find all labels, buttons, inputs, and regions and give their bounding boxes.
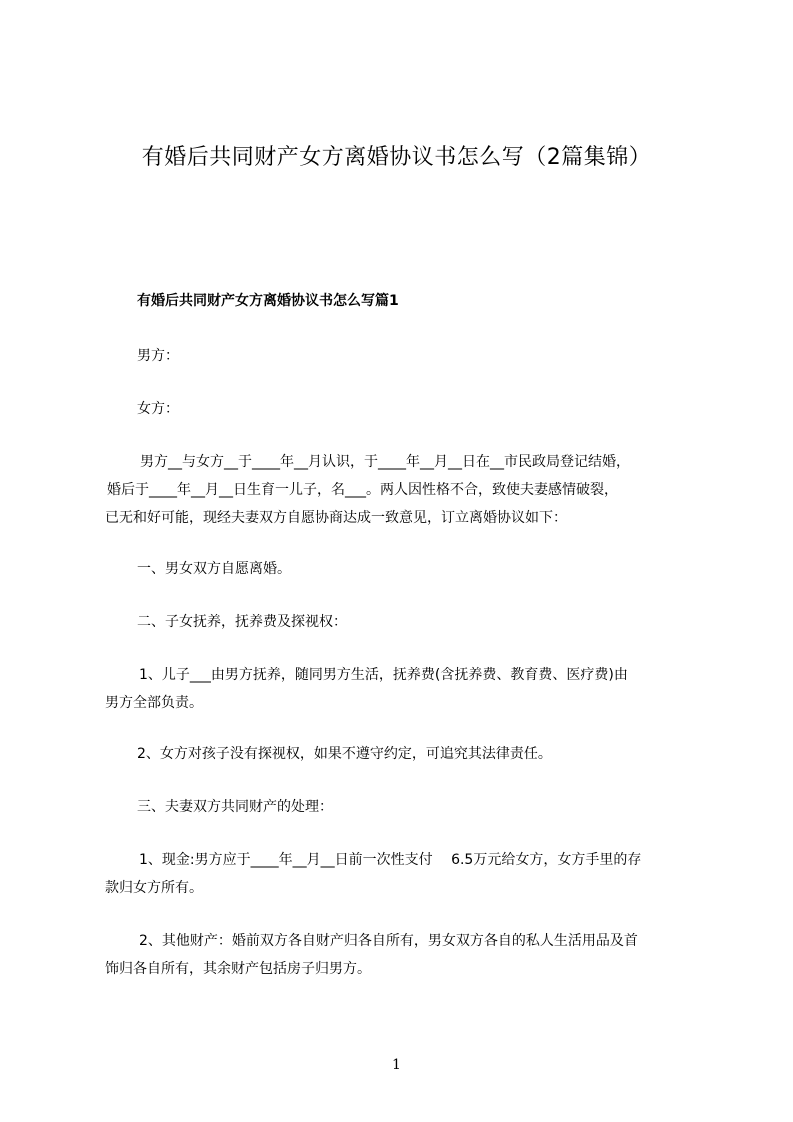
section-heading: 有婚后共同财产女方离婚协议书怎么写篇1 (137, 293, 399, 309)
clause-2-item-2: 2、女方对孩子没有探视权，如果不遵守约定，可追究其法律责任。 (137, 746, 552, 762)
intro-line-2: 婚后于____年__月__日生育一儿子，名___。两人因性格不合，致使夫妻感情破裂， (107, 482, 618, 498)
clause-3-item-1-line-2: 款归女方所有。 (105, 880, 203, 896)
clause-3-item-2-line-2: 饰归各自所有，其余财产包括房子归男方。 (105, 961, 371, 977)
clause-3: 三、夫妻双方共同财产的处理： (137, 799, 333, 815)
clause-3-item-1-line-1: 1、现金:男方应于____年__月__日前一次性支付 6.5万元给女方，女方手里的存 (139, 852, 642, 868)
husband-label: 男方： (137, 348, 179, 364)
clause-2-item-1-line-2: 男方全部负责。 (105, 695, 203, 711)
clause-2: 二、子女抚养，抚养费及探视权： (137, 614, 347, 630)
intro-line-1: 男方__与女方__于____年__月认识，于____年__月__日在__市民政局登记结婚， (140, 454, 630, 470)
page-number: 1 (392, 1057, 401, 1073)
clause-3-item-2-line-1: 2、其他财产：婚前双方各自财产归各自所有，男女双方各自的私人生活用品及首 (139, 933, 638, 949)
intro-line-3: 已无和好可能，现经夫妻双方自愿协商达成一致意见，订立离婚协议如下： (105, 510, 567, 526)
wife-label: 女方： (137, 401, 179, 417)
document-title: 有婚后共同财产女方离婚协议书怎么写（2篇集锦） (141, 145, 652, 170)
clause-1: 一、男女双方自愿离婚。 (137, 561, 291, 577)
clause-2-item-1-line-1: 1、儿子___由男方抚养，随同男方生活，抚养费(含抚养费、教育费、医疗费)由 (139, 667, 628, 683)
